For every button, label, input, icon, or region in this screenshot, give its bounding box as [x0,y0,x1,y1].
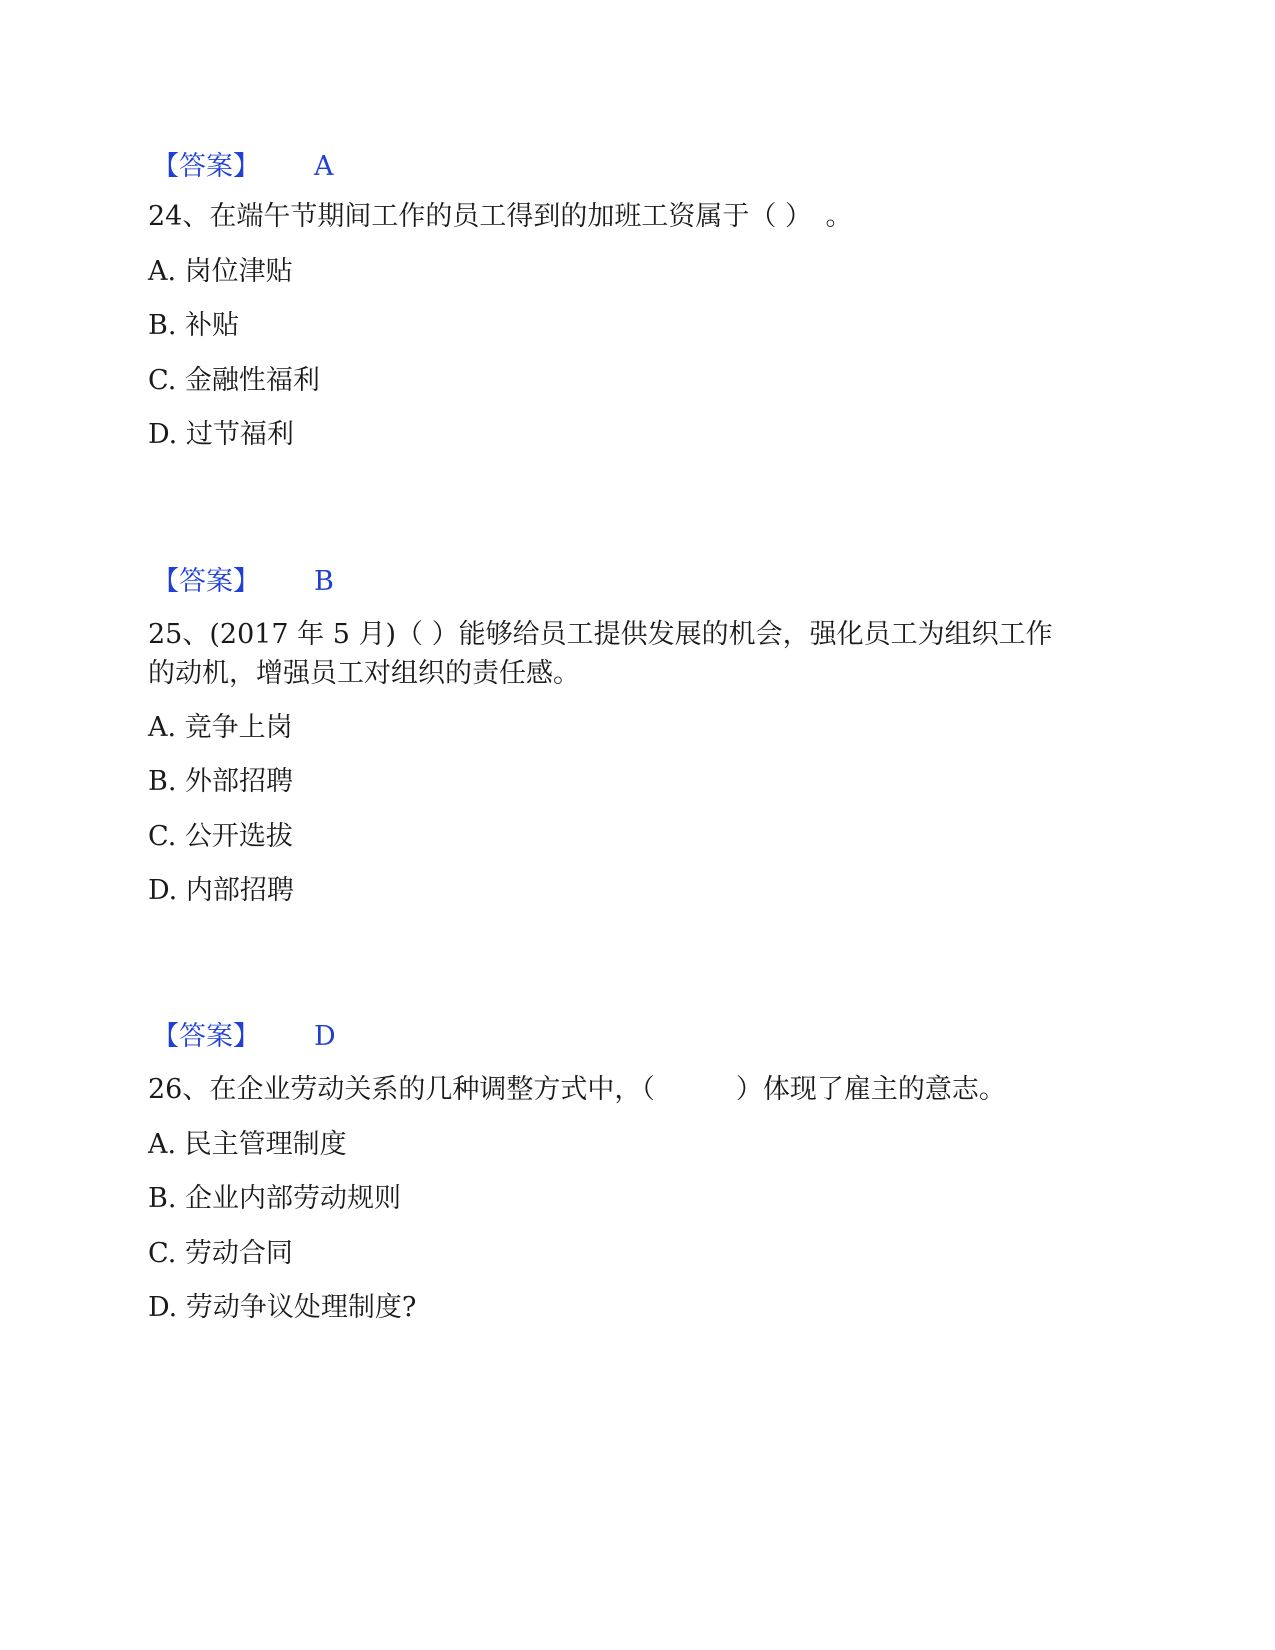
q25-option-c: C. 公开选拔 [148,821,293,852]
q25-option-d: D. 内部招聘 [148,875,294,906]
q26-option-c: C. 劳动合同 [148,1238,293,1269]
q26-option-a: A. 民主管理制度 [148,1129,347,1160]
q24-option-d: D. 过节福利 [148,419,294,450]
answer-label: 【答案】 [152,1021,260,1052]
q24-option-c: C. 金融性福利 [148,365,320,396]
answer-line-23 [152,147,334,187]
answer-line-24 [152,562,334,602]
answer-value: D [314,1021,336,1052]
question-25-stem-line2: 的动机，增强员工对组织的责任感。 [148,658,580,689]
q24-option-b: B. 补贴 [148,310,240,341]
q26-option-b: B. 企业内部劳动规则 [148,1183,402,1214]
q24-option-a: A. 岗位津贴 [148,256,293,287]
q26-option-d: D. 劳动争议处理制度? [148,1292,417,1323]
answer-label: 【答案】 [152,566,260,597]
q25-option-a: A. 竞争上岗 [148,712,293,743]
answer-value: B [314,566,334,597]
question-25-stem-line1: 25、(2017 年 5 月)（ ）能够给员工提供发展的机会，强化员工为组织工作 [148,619,1053,650]
q25-option-b: B. 外部招聘 [148,766,294,797]
answer-line-25 [152,1017,336,1057]
answer-label: 【答案】 [152,151,260,182]
answer-value: A [314,151,334,182]
question-24-stem: 24、在端午节期间工作的员工得到的加班工资属于（ ） 。 [148,201,853,232]
question-26-stem: 26、在企业劳动关系的几种调整方式中，（ ）体现了雇主的意志。 [148,1074,1006,1105]
